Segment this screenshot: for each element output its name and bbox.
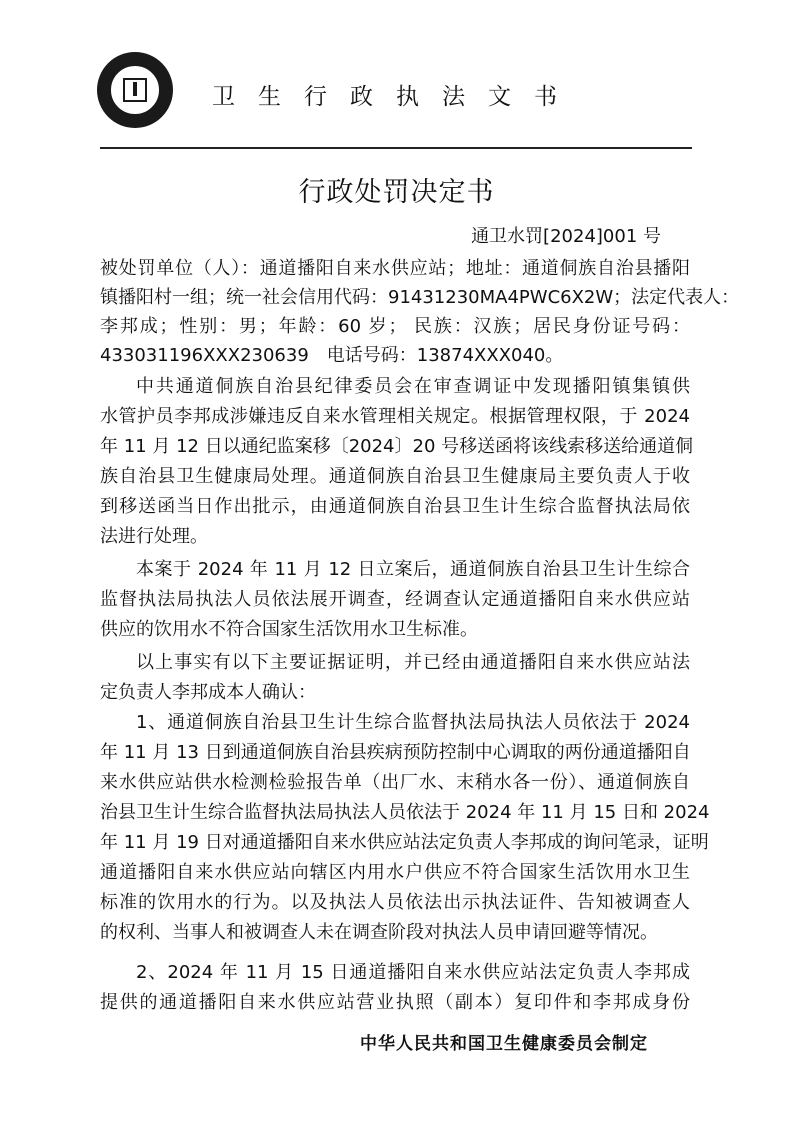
document-number: 通卫水罚[2024]001 号: [471, 226, 661, 247]
body-text-line: 供应的饮用水不符合国家生活饮用水卫生标准。: [100, 619, 478, 640]
header-divider: [100, 147, 692, 149]
body-text-line: 中共通道侗族自治县纪律委员会在审查调证中发现播阳镇集镇供: [136, 376, 690, 397]
emblem-shield-icon: [123, 78, 147, 102]
body-text-line: 433031196XXX230639 电话号码：13874XXX040。: [100, 345, 564, 366]
body-text-line: 被处罚单位（人）：通道播阳自来水供应站；地址：通道侗族自治县播阳: [100, 258, 690, 279]
body-text-line: 以上事实有以下主要证据证明，并已经由通道播阳自来水供应站法: [136, 652, 690, 673]
body-text-line: 通道播阳自来水供应站向辖区内用水户供应不符合国家生活饮用水卫生: [100, 862, 690, 883]
body-text-line: 年 11 月 12 日以通纪监案移〔2024〕20 号移送函将该线索移送给通道侗: [100, 436, 694, 457]
body-text-line: 定负责人李邦成本人确认：: [100, 682, 316, 703]
body-text-line: 提供的通道播阳自来水供应站营业执照（副本）复印件和李邦成身份: [100, 992, 690, 1013]
body-text-line: 镇播阳村一组；统一社会信用代码：91431230MA4PWC6X2W；法定代表人：: [100, 287, 740, 308]
body-text-line: 到移送函当日作出批示，由通道侗族自治县卫生计生综合监督执法局依: [100, 496, 690, 517]
body-text-line: 年 11 月 13 日到通道侗族自治县疾病预防控制中心调取的两份通道播阳自: [100, 742, 691, 763]
body-text-line: 2、2024 年 11 月 15 日通道播阳自来水供应站法定负责人李邦成: [136, 962, 690, 983]
body-text-line: 族自治县卫生健康局处理。通道侗族自治县卫生健康局主要负责人于收: [100, 466, 690, 487]
body-text-line: 监督执法局执法人员依法展开调查，经调查认定通道播阳自来水供应站: [100, 589, 690, 610]
body-text-line: 法进行处理。: [100, 526, 208, 547]
body-text-line: 标准的饮用水的行为。以及执法人员依法出示执法证件、告知被调查人: [100, 892, 690, 913]
body-text-line: 年 11 月 19 日对通道播阳自来水供应站法定负责人李邦成的询问笔录，证明: [100, 832, 709, 853]
health-inspection-emblem-logo: [97, 52, 173, 128]
body-text-line: 李邦成；性别：男；年龄：60 岁； 民族：汉族；居民身份证号码：: [100, 316, 690, 337]
body-text-line: 水管护员李邦成涉嫌违反自来水管理相关规定。根据管理权限，于 2024: [100, 406, 690, 427]
body-text-line: 的权利、当事人和被调查人未在调查阶段对执法人员申请回避等情况。: [100, 922, 658, 943]
issuer-footer: 中华人民共和国卫生健康委员会制定: [360, 1034, 648, 1054]
body-text-line: 1、通道侗族自治县卫生计生综合监督执法局执法人员依法于 2024: [136, 712, 690, 733]
body-text-line: 治县卫生计生综合监督执法局执法人员依法于 2024 年 11 月 15 日和 2024: [100, 802, 710, 823]
document-title: 行政处罚决定书: [298, 177, 495, 208]
body-text-line: 本案于 2024 年 11 月 12 日立案后，通道侗族自治县卫生计生综合: [136, 559, 690, 580]
series-title: 卫生行政执法文书: [212, 84, 580, 110]
body-text-line: 来水供应站供水检测检验报告单（出厂水、末稍水各一份）、通道侗族自: [100, 772, 690, 793]
